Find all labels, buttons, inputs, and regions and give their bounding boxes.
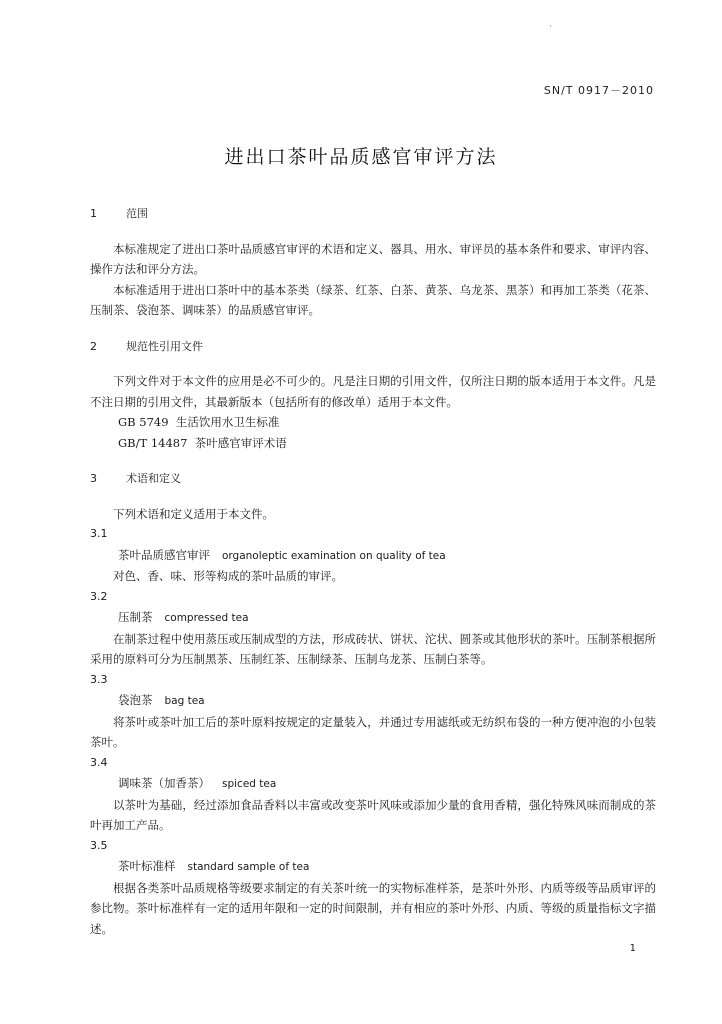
- page-number: 1: [629, 943, 636, 954]
- paragraph: 下列文件对于本文件的应用是必不可少的。凡是注日期的引用文件，仅所注日期的版本适用于本文件。凡是不注日期的引用文件，其最新版本（包括所有的修改单）适用于本文件。: [90, 374, 656, 409]
- term-chinese: 袋泡茶: [118, 693, 153, 707]
- term-english: compressed tea: [164, 612, 249, 624]
- term-entry: [90, 856, 656, 878]
- section-title: 术语和定义: [126, 472, 181, 485]
- normative-reference: [90, 433, 656, 454]
- term-english: spiced tea: [222, 778, 277, 790]
- section-title: 规范性引用文件: [126, 339, 203, 353]
- reference-code: GB/T 14487: [118, 435, 188, 450]
- scan-dot: ·: [549, 22, 552, 31]
- term-definition: 以茶叶为基础，经过添加食品香料以丰富或改变茶叶风味或添加少量的食用香精，强化特殊风味而制成的茶叶再加工产品。: [90, 797, 656, 832]
- term-entry: [90, 773, 656, 795]
- page-title: 进出口茶叶品质感官审评方法: [224, 146, 498, 168]
- term-chinese: 茶叶品质感官审评: [118, 547, 210, 562]
- term-entry: [90, 690, 656, 712]
- section-3-heading: [90, 469, 656, 490]
- reference-name: 茶叶感官审评术语: [194, 435, 287, 450]
- term-number: 3.1: [90, 527, 108, 540]
- term-chinese: 压制茶: [118, 610, 153, 624]
- term-definition: 根据各类茶叶品质规格等级要求制定的有关茶叶统一的实物标准样茶，是茶叶外形、内质等级等品质审评的参比物。茶叶标准样有一定的适用年限和一定的时间限制，并有相应的茶叶外形、内质、等级的质量指标文字描述。: [90, 880, 656, 936]
- section-title: 范围: [126, 207, 148, 220]
- reference-name: 生活饮用水卫生标准: [175, 415, 280, 429]
- paragraph: 下列术语和定义适用于本文件。: [113, 506, 274, 521]
- term-entry: [90, 607, 656, 629]
- term-number: 3.3: [90, 672, 108, 686]
- section-1-heading: [90, 204, 656, 225]
- term-entry: [90, 545, 656, 567]
- term-definition: 对色、香、味、形等构成的茶叶品质的审评。: [113, 569, 343, 583]
- term-english: standard sample of tea: [187, 861, 310, 873]
- term-english: bag tea: [164, 695, 205, 707]
- paragraph: 本标准适用于进出口茶叶中的基本茶类（绿茶、红茶、白茶、黄茶、乌龙茶、黑茶）和再加工茶类（花茶、压制茶、袋泡茶、调味茶）的品质感官审评。: [90, 282, 656, 317]
- section-number: 2: [90, 339, 97, 353]
- section-2-heading: [90, 337, 656, 358]
- term-number: 3.5: [90, 838, 108, 852]
- term-number: 3.4: [90, 755, 108, 769]
- normative-reference: [90, 412, 656, 433]
- term-number: 3.2: [90, 589, 108, 603]
- standard-code: SN/T 0917－2010: [543, 84, 654, 97]
- paragraph: 本标准规定了进出口茶叶品质感官审评的术语和定义、器具、用水、审评员的基本条件和要求、审评内容、操作方法和评分方法。: [90, 241, 656, 276]
- section-number: 1: [90, 207, 97, 220]
- term-english: organoleptic examination on quality of tea: [222, 549, 446, 562]
- term-chinese: 调味茶（加香茶）: [118, 776, 210, 790]
- reference-code: GB 5749: [118, 415, 169, 429]
- term-definition: 将茶叶或茶叶加工后的茶叶原料按规定的定量装入，并通过专用滤纸或无纺织布袋的一种方便冲泡的小包装茶叶。: [90, 714, 656, 749]
- section-number: 3: [90, 472, 97, 485]
- term-chinese: 茶叶标准样: [118, 859, 176, 873]
- term-definition: 在制茶过程中使用蒸压或压制成型的方法，形成砖状、饼状、沱状、圆茶或其他形状的茶叶。压制茶根据所采用的原料可分为压制黑茶、压制红茶、压制绿茶、压制乌龙茶、压制白茶等。: [90, 631, 656, 666]
- document-body: [90, 204, 656, 939]
